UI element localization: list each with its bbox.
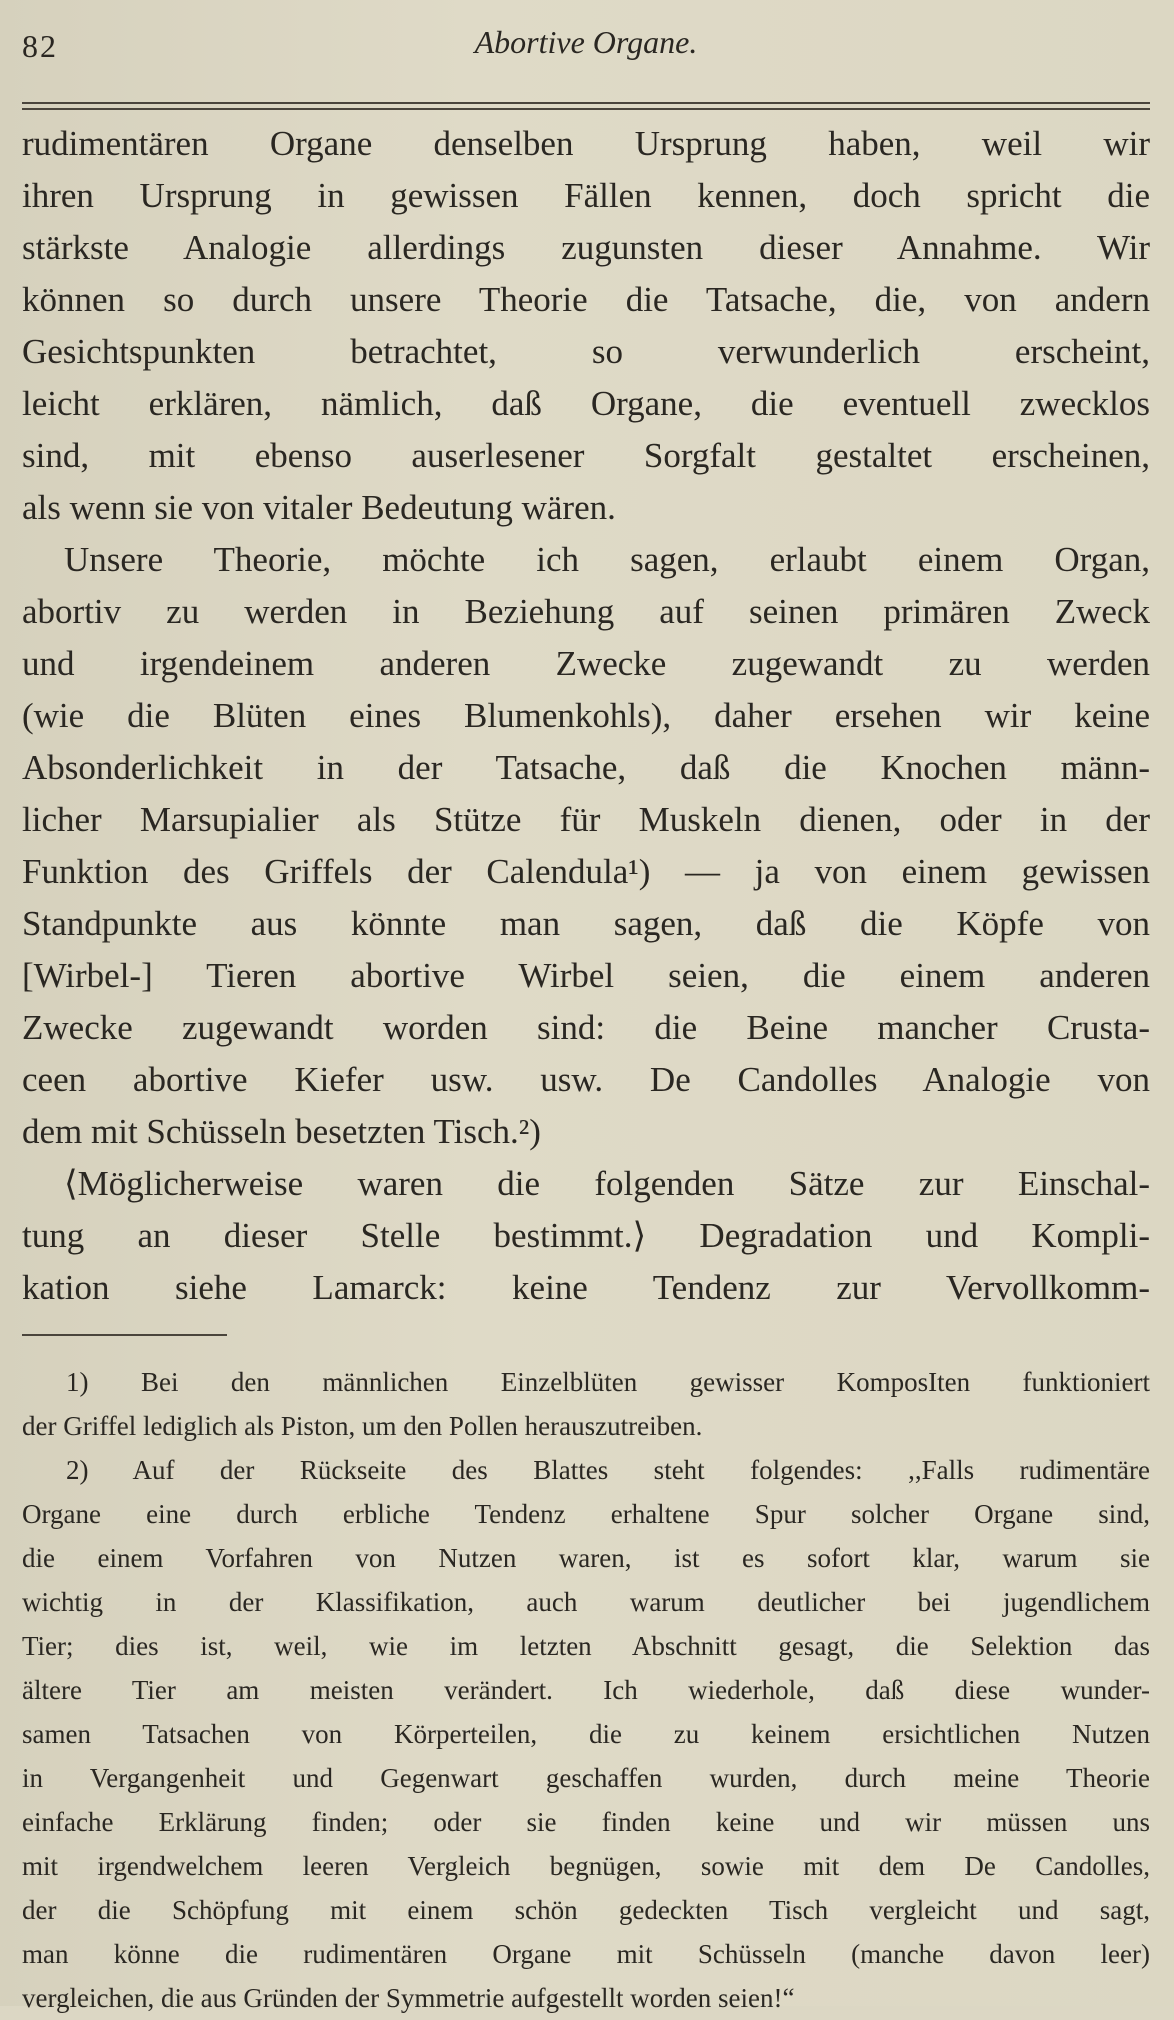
text-line: (wie die Blüten eines Blumenkohls), daher ersehen wir keine [22, 696, 1150, 735]
footnote-separator [22, 1334, 227, 1336]
text-line: stärkste Analogie allerdings zugunsten dieser Annahme. Wir [22, 228, 1150, 267]
footnote-line: vergleichen, die aus Gründen der Symmetrie aufgestellt worden seien!“ [22, 1983, 795, 2013]
text-line: [Wirbel-] Tieren abortive Wirbel seien, die einem anderen [22, 956, 1150, 995]
footnote-line: wichtig in der Klassifikation, auch warum deutlicher bei jugendlichem [22, 1587, 1150, 1617]
text-line: Standpunkte aus könnte man sagen, daß die Köpfe von [22, 904, 1150, 943]
text-line: rudimentären Organe denselben Ursprung haben, weil wir [22, 124, 1150, 163]
text-line: licher Marsupialier als Stütze für Muskeln dienen, oder in der [22, 800, 1150, 839]
text-line: können so durch unsere Theorie die Tatsache, die, von andern [22, 280, 1150, 319]
text-line: tung an dieser Stelle bestimmt.⟩ Degradation und Kompli- [22, 1216, 1150, 1255]
text-line: als wenn sie von vitaler Bedeutung wären. [22, 488, 616, 527]
text-line: Absonderlichkeit in der Tatsache, daß die Knochen männ- [22, 748, 1150, 787]
page-header [22, 24, 1150, 80]
text-line: leicht erklären, nämlich, daß Organe, die eventuell zwecklos [22, 384, 1150, 423]
text-line: ceen abortive Kiefer usw. usw. De Candolles Analogie von [22, 1060, 1150, 1099]
footnote-line: man könne die rudimentären Organe mit Schüsseln (manche davon leer) [22, 1939, 1150, 1969]
footnote-line: Organe eine durch erbliche Tendenz erhaltene Spur solcher Organe sind, [22, 1499, 1150, 1529]
text-line: dem mit Schüsseln besetzten Tisch.²) [22, 1112, 541, 1151]
page-number: 82 [22, 28, 58, 64]
text-line: abortiv zu werden in Beziehung auf seinen primären Zweck [22, 592, 1150, 631]
footnote-line: die einem Vorfahren von Nutzen waren, ist es sofort klar, warum sie [22, 1543, 1150, 1573]
footnote-line: Tier; dies ist, weil, wie im letzten Abschnitt gesagt, die Selektion das [22, 1631, 1150, 1661]
text-line: sind, mit ebenso auserlesener Sorgfalt gestaltet erscheinen, [22, 436, 1150, 475]
footnote-line: 1) Bei den männlichen Einzelblüten gewisser KomposIten funktioniert [66, 1367, 1150, 1397]
text-line: kation siehe Lamarck: keine Tendenz zur Vervollkomm- [22, 1268, 1150, 1307]
footnote-line: 2) Auf der Rückseite des Blattes steht folgendes: ,,Falls rudimentäre [66, 1455, 1150, 1485]
text-line: Gesichtspunkten betrachtet, so verwunderlich erscheint, [22, 332, 1150, 371]
text-line: Zwecke zugewandt worden sind: die Beine mancher Crusta- [22, 1008, 1150, 1047]
main-text [22, 118, 1150, 1314]
text-line: Funktion des Griffels der Calendula¹) — ja von einem gewissen [22, 852, 1150, 891]
footnote-line: samen Tatsachen von Körperteilen, die zu keinem ersichtlichen Nutzen [22, 1719, 1150, 1749]
footnotes [22, 1360, 1150, 2020]
footnote-line: der die Schöpfung mit einem schön gedeckten Tisch vergleicht und sagt, [22, 1895, 1150, 1925]
footnote-line: einfache Erklärung finden; oder sie finden keine und wir müssen uns [22, 1807, 1150, 1837]
text-line: ihren Ursprung in gewissen Fällen kennen, doch spricht die [22, 176, 1150, 215]
text-line: ⟨Möglicherweise waren die folgenden Sätze zur Einschal- [64, 1164, 1150, 1203]
header-rule [22, 102, 1150, 110]
footnote-line: in Vergangenheit und Gegenwart geschaffen wurden, durch meine Theorie [22, 1763, 1150, 1793]
footnote-line: mit irgendwelchem leeren Vergleich begnügen, sowie mit dem De Candolles, [22, 1851, 1150, 1881]
text-line: Unsere Theorie, möchte ich sagen, erlaubt einem Organ, [64, 540, 1150, 579]
running-head: Abortive Organe. [474, 24, 698, 60]
text-line: und irgendeinem anderen Zwecke zugewandt zu werden [22, 644, 1150, 683]
footnote-line: der Griffel lediglich als Piston, um den Pollen herauszutreiben. [22, 1411, 703, 1441]
footnote-line: ältere Tier am meisten verändert. Ich wiederhole, daß diese wunder- [22, 1675, 1150, 1705]
